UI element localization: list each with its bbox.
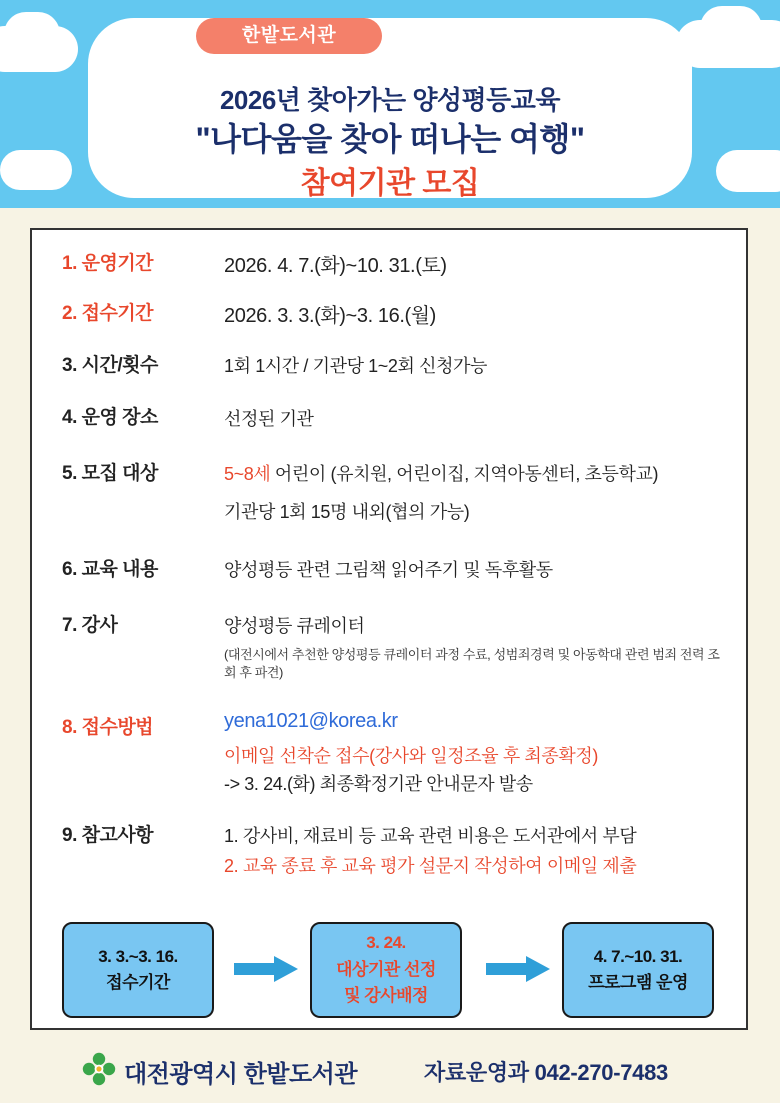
library-badge: 한밭도서관 [196,18,382,54]
flow-step-1 [62,922,214,1018]
cloud-decoration-icon [0,150,72,190]
flow-arrow-1-icon [234,956,298,982]
row-label: 6. 교육 내용 [62,559,158,580]
target-rest: 어린이 (유치원, 어린이집, 지역아동센터, 초등학교) [270,464,659,484]
flow-step-2-line3: 및 강사배정 [344,986,428,1006]
row-value-line1 [224,460,658,486]
flow-step-2-line1: 3. 24. [366,933,406,953]
row-value: 2026. 4. 7.(화)~10. 31.(토) [224,255,447,277]
cloud-decoration-icon [716,150,780,192]
flow-step-3 [562,922,714,1018]
row-label: 1. 운영기간 [62,253,154,274]
target-age-highlight: 5~8세 [224,464,271,484]
flow-step-3-line2: 프로그램 운영 [588,973,688,992]
flow-step-2-line2: 대상기관 선정 [336,959,436,979]
header-banner [0,0,780,208]
flow-step-3-line1: 4. 7.~10. 31. [593,946,683,966]
application-email[interactable]: yena1021@korea.kr [224,710,398,732]
row-value: 선정된 기관 [224,409,314,429]
poster-title-line2: "나다움을 찾아 떠나는 여행" [195,121,585,157]
cloud-decoration-icon [4,12,60,56]
row-label: 2. 접수기간 [62,303,154,324]
poster-title-line3: 참여기관 모집 [300,167,480,200]
footer-organization: 대전광역시 한밭도서관 [124,1061,358,1088]
clover-logo-icon [82,1052,116,1086]
row-value-line2: 기관당 1회 15명 내외(협의 가능) [224,502,470,522]
row-label: 4. 운영 장소 [62,407,158,428]
process-flow [62,922,720,1018]
note-line1: 1. 강사비, 재료비 등 교육 관련 비용은 도서관에서 부담 [224,826,637,846]
flow-step-1-line1: 3. 3.~3. 16. [98,946,178,966]
flow-arrow-2-icon [486,956,550,982]
details-panel [30,228,748,1030]
footer-contact: 자료운영과 042-270-7483 [424,1060,668,1085]
cloud-decoration-icon [700,6,762,50]
footer [0,1040,780,1103]
flow-step-2 [310,922,462,1018]
note-line2: 2. 교육 종료 후 교육 평가 설문지 작성하여 이메일 제출 [224,856,637,876]
application-note-line2: -> 3. 24.(화) 최종확정기관 안내문자 발송 [224,774,533,794]
row-value: 양성평등 관련 그림책 읽어주기 및 독후활동 [224,560,553,580]
poster-title-line1: 2026년 찾아가는 양성평등교육 [219,85,561,115]
row-value: 양성평등 큐레이터 [224,616,365,636]
application-note-line1: 이메일 선착순 접수(강사와 일정조율 후 최종확정) [224,746,598,766]
row-label: 3. 시간/횟수 [62,355,158,376]
instructor-note: (대전시에서 추천한 양성평등 큐레이터 과정 수료, 성범죄경력 및 아동학대 관련 범죄 전력 조회 후 파견) [224,647,720,680]
row-label: 5. 모집 대상 [62,463,158,484]
row-label: 9. 참고사항 [62,825,154,846]
row-label: 7. 강사 [62,615,118,636]
row-value: 2026. 3. 3.(화)~3. 16.(월) [224,305,436,327]
flow-step-1-line2: 접수기간 [106,973,170,992]
row-value: 1회 1시간 / 기관당 1~2회 신청가능 [224,356,488,376]
title-card [88,18,692,198]
row-label: 8. 접수방법 [62,717,154,738]
